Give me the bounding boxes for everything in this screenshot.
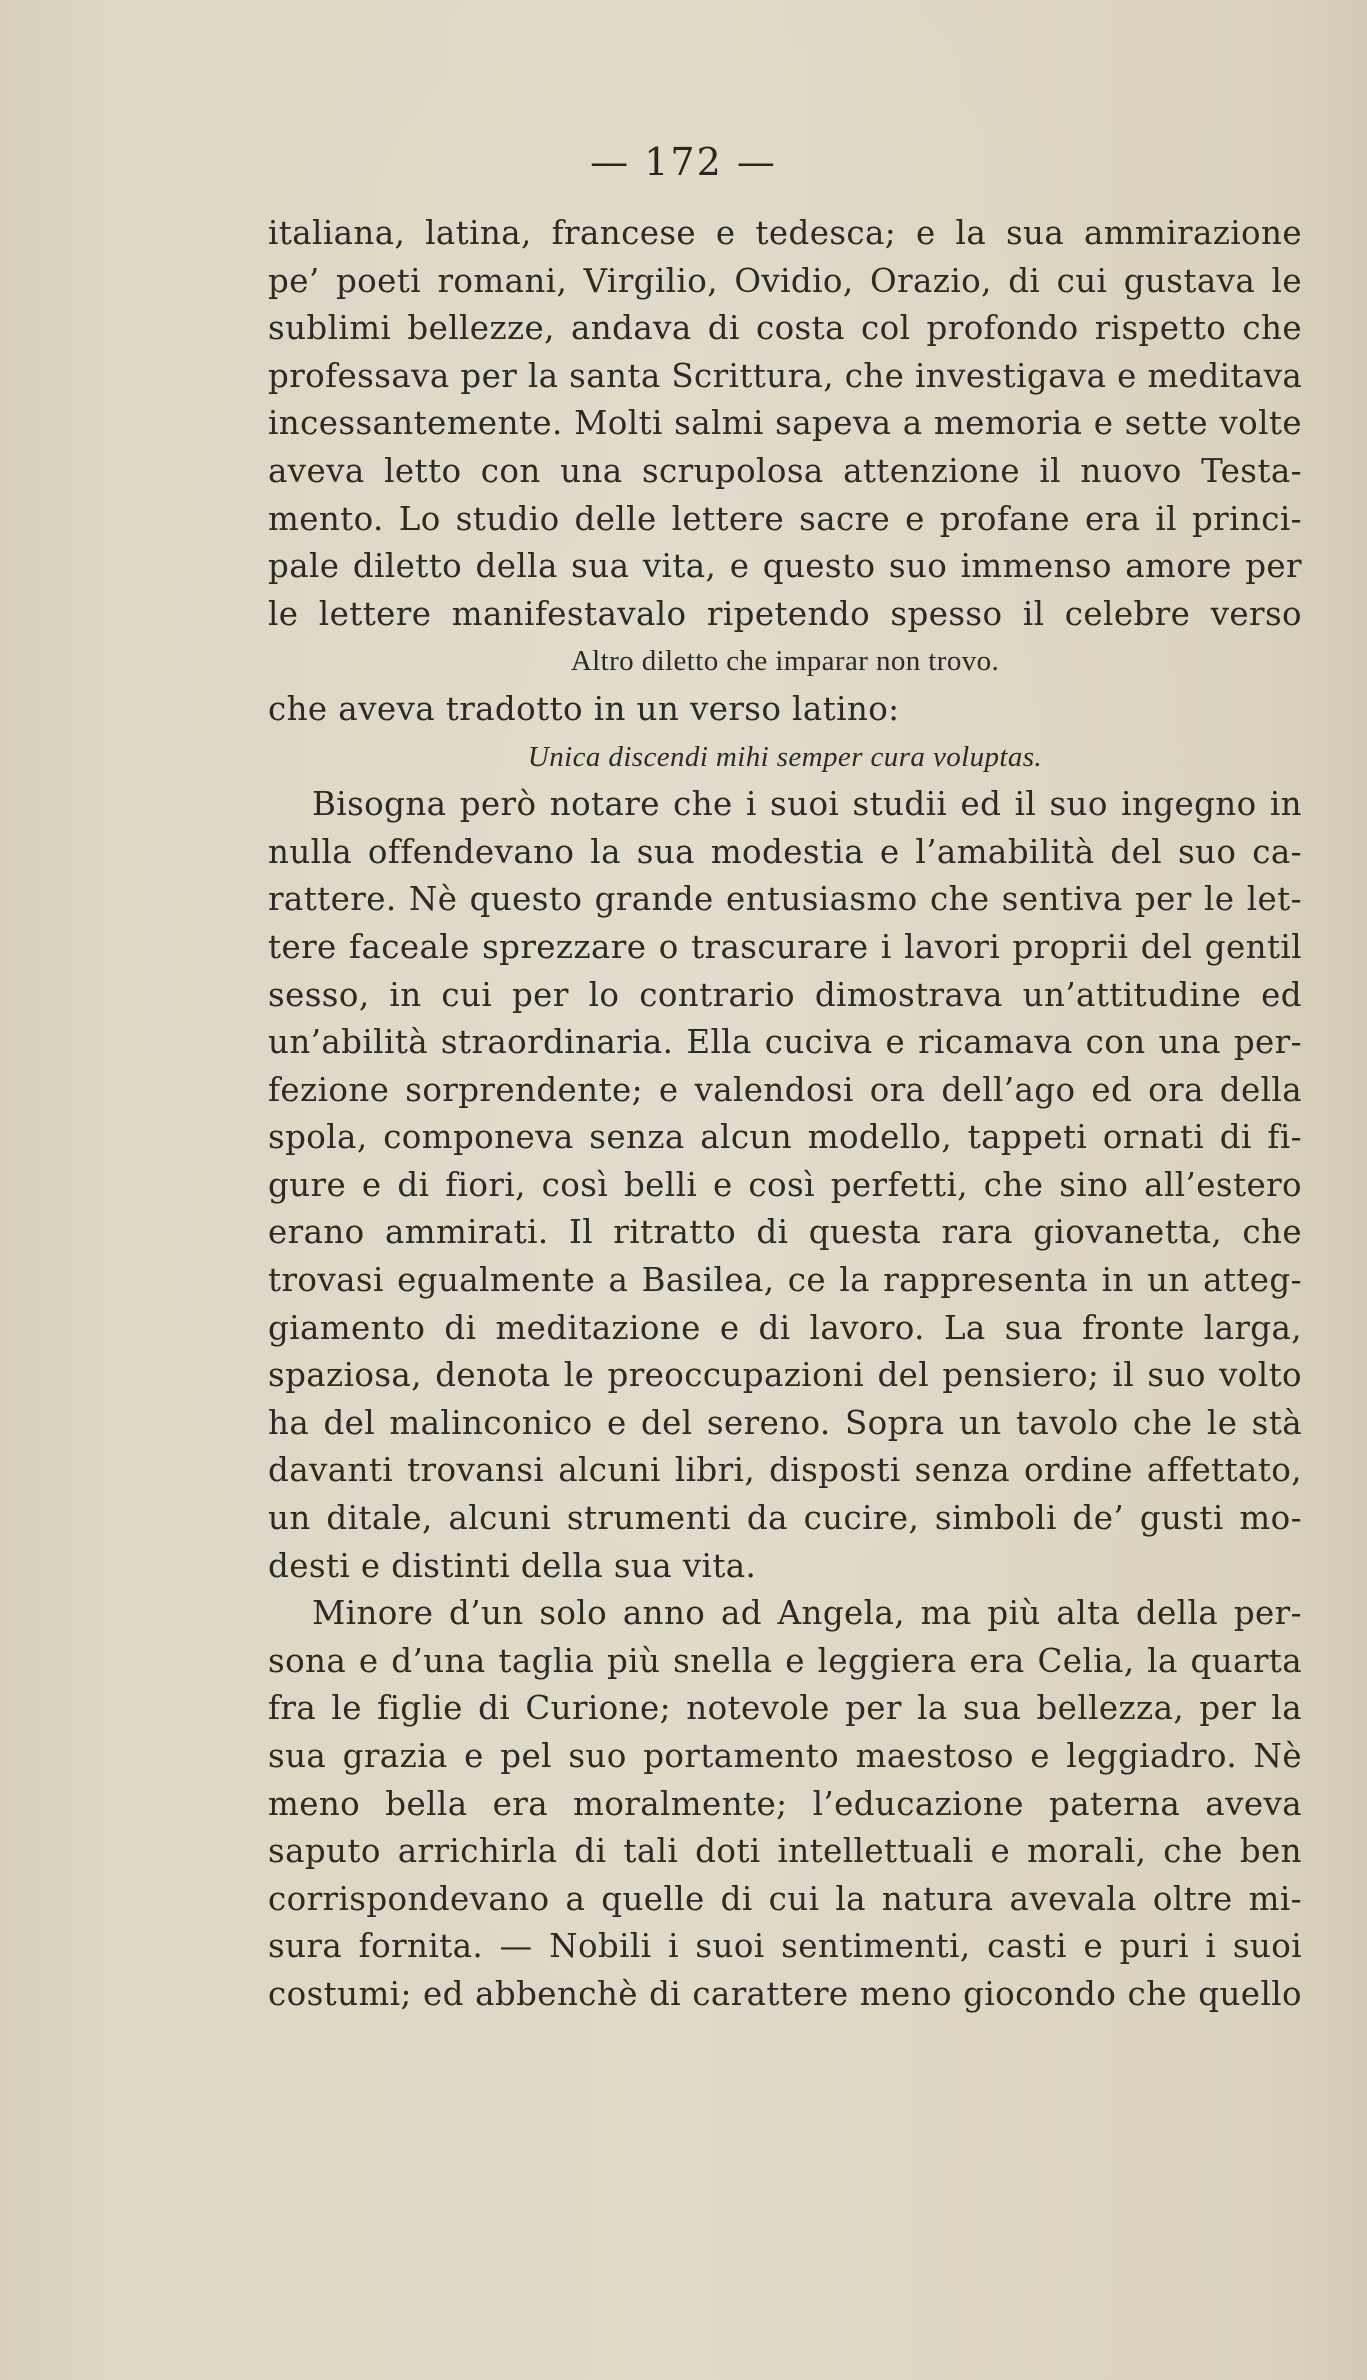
text-line: gure e di fiori, così belli e così perfetti, che sino all’estero bbox=[268, 1165, 1302, 1204]
text-line: un ditale, alcuni strumenti da cucire, simboli de’ gusti mo- bbox=[268, 1499, 1302, 1538]
text-line: sesso, in cui per lo contrario dimostrava un’attitudine ed bbox=[268, 975, 1302, 1014]
text-line: spola, componeva senza alcun modello, tappeti ornati di fi- bbox=[268, 1118, 1302, 1157]
text-line: sura fornita. — Nobili i suoi sentimenti, casti e puri i suoi bbox=[268, 1927, 1302, 1966]
text-line: incessantemente. Molti salmi sapeva a memoria e sette volte bbox=[268, 404, 1302, 443]
text-line: pe’ poeti romani, Virgilio, Ovidio, Orazio, di cui gustava le bbox=[268, 261, 1302, 300]
text-line: davanti trovansi alcuni libri, disposti senza ordine affettato, bbox=[268, 1451, 1302, 1490]
text-line: Minore d’un solo anno ad Angela, ma più alta della per- bbox=[312, 1594, 1302, 1633]
text-line: meno bella era moralmente; l’educazione paterna aveva bbox=[268, 1784, 1302, 1823]
body-text bbox=[268, 210, 1302, 2019]
text-line: erano ammirati. Il ritratto di questa rara giovanetta, che bbox=[268, 1213, 1302, 1252]
text-line: costumi; ed abbenchè di carattere meno giocondo che quello bbox=[268, 1974, 1302, 2013]
quoted-verse: Altro diletto che imparar non trovo. bbox=[570, 645, 1000, 678]
text-line: professava per la santa Scrittura, che investigava e meditava bbox=[268, 356, 1302, 395]
text-line: desti e distinti della sua vita. bbox=[268, 1546, 757, 1585]
text-line: sublimi bellezze, andava di costa col profondo rispetto che bbox=[268, 309, 1302, 348]
text-line: tere faceale sprezzare o trascurare i lavori proprii del gentil bbox=[268, 927, 1302, 966]
text-line: che aveva tradotto in un verso latino: bbox=[268, 689, 900, 728]
text-line: spaziosa, denota le preoccupazioni del pensiero; il suo volto bbox=[268, 1356, 1302, 1395]
text-line: pale diletto della sua vita, e questo suo immenso amore per bbox=[268, 547, 1302, 586]
text-line: italiana, latina, francese e tedesca; e la sua ammirazione bbox=[268, 214, 1302, 252]
text-line: corrispondevano a quelle di cui la natura avevala oltre mi- bbox=[268, 1879, 1302, 1918]
text-line: sua grazia e pel suo portamento maestoso e leggiadro. Nè bbox=[268, 1737, 1302, 1775]
text-line: trovasi egualmente a Basilea, ce la rappresenta in un atteg- bbox=[268, 1261, 1302, 1300]
text-line: ha del malinconico e del sereno. Sopra un tavolo che le stà bbox=[268, 1403, 1302, 1442]
text-line: fra le figlie di Curione; notevole per la sua bellezza, per la bbox=[268, 1689, 1302, 1728]
text-line: rattere. Nè questo grande entusiasmo che sentiva per le let- bbox=[268, 880, 1302, 919]
text-line: le lettere manifestavalo ripetendo spesso il celebre verso bbox=[268, 594, 1302, 633]
text-line: saputo arrichirla di tali doti intellettuali e morali, che ben bbox=[268, 1832, 1302, 1871]
quoted-verse: Unica discendi mihi semper cura voluptas. bbox=[527, 740, 1043, 773]
text-line: nulla offendevano la sua modestia e l’amabilità del suo ca- bbox=[268, 832, 1302, 871]
text-line: un’abilità straordinaria. Ella cuciva e ricamava con una per- bbox=[268, 1023, 1302, 1062]
text-line: sona e d’una taglia più snella e leggiera era Celia, la quarta bbox=[268, 1641, 1302, 1680]
text-line: mento. Lo studio delle lettere sacre e profane era il princi- bbox=[268, 499, 1302, 538]
text-line: fezione sorprendente; e valendosi ora dell’ago ed ora della bbox=[268, 1070, 1302, 1109]
text-line: aveva letto con una scrupolosa attenzione il nuovo Testa- bbox=[268, 451, 1302, 490]
text-line: Bisogna però notare che i suoi studii ed il suo ingegno in bbox=[312, 785, 1302, 824]
text-line: giamento di meditazione e di lavoro. La sua fronte larga, bbox=[268, 1308, 1302, 1347]
page-number: — 172 — bbox=[590, 140, 777, 184]
